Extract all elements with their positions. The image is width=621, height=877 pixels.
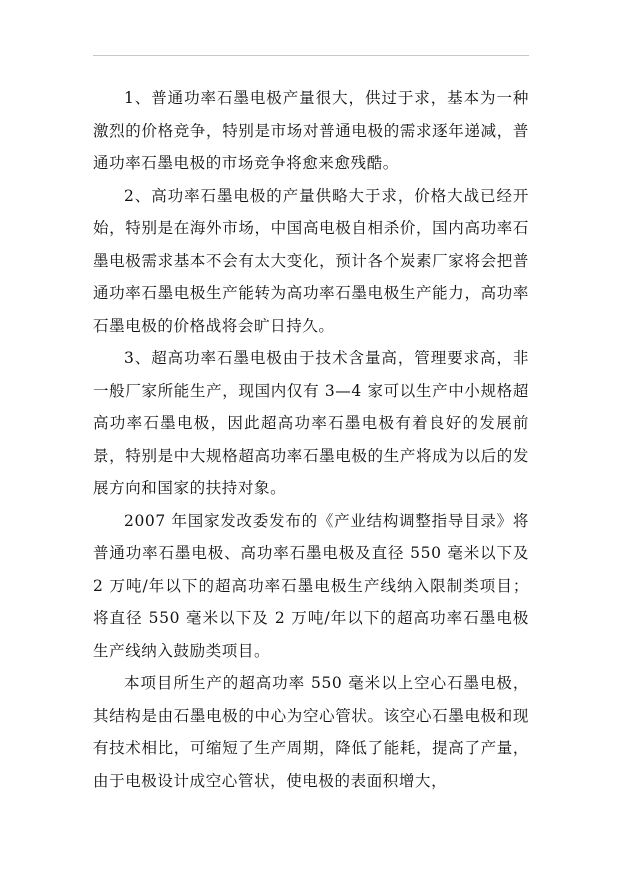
paragraph-high-power-electrodes: 2、高功率石墨电极的产量供略大于求，价格大战已经开始，特别是在海外市场，中国高电极自相杀价，国内高功率石墨电极需求基本不会有太大变化，预计各个炭素厂家将会把普通功率石墨电极生产能转为高功率石墨电极生产能力，高功率石墨电极的价格战将会旷日持久。 (93, 186, 529, 335)
paragraph-ultra-high-power-electrodes: 3、超高功率石墨电极由于技术含量高，管理要求高，非一般厂家所能生产，现国内仅有 3—4 家可以生产中小规格超高功率石墨电极，因此超高功率石墨电极有着良好的发展前景，特别是中大规格超高功率石墨电极的生产将成为以后的发展方向和国家的扶持对象。 (93, 349, 529, 497)
header-divider (93, 55, 529, 56)
paragraph-project-hollow-electrode: 本项目所生产的超高功率 550 毫米以上空心石墨电极，其结构是由石墨电极的中心为空心管状。该空心石墨电极和现有技术相比，可缩短了生产周期，降低了能耗，提高了产量，由于电极设计成空心管状，使电极的表面积增大， (93, 674, 529, 790)
paragraph-ordinary-power-electrodes: 1、普通功率石墨电极产量很大，供过于求，基本为一种激烈的价格竞争，特别是市场对普通电极的需求逐年递减，普通功率石墨电极的市场竞争将愈来愈残酷。 (93, 89, 529, 172)
document-body (93, 82, 529, 797)
paragraph-industrial-policy-2007: 2007 年国家发改委发布的《产业结构调整指导目录》将普通功率石墨电极、高功率石墨电极及直径 550 毫米以下及 2 万吨/年以下的超高功率石墨电极生产线纳入限制类项目；将直径 550 毫米以下及 2 万吨/年以下的超高功率石墨电极生产线纳入鼓励类项目。 (93, 511, 529, 660)
